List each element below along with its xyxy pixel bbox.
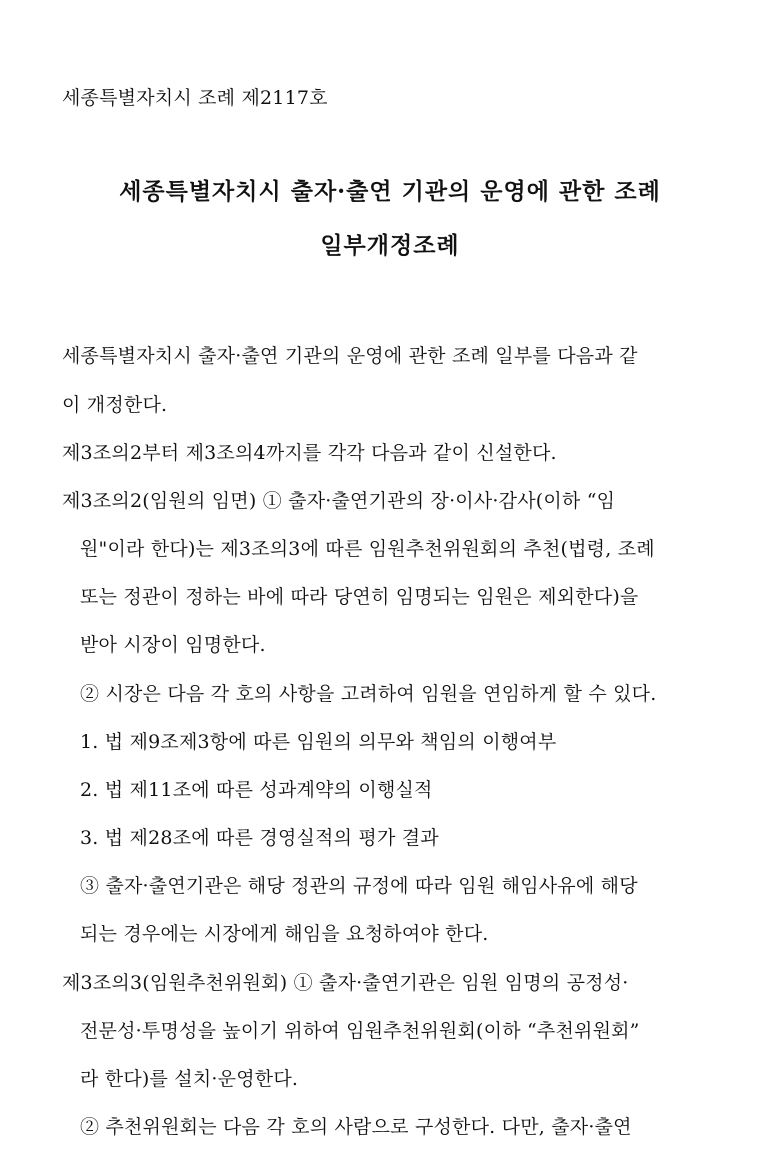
article-3-2-line-4: 받아 시장이 임명한다. xyxy=(80,634,266,656)
article-3-2-item-2: 2. 법 제11조에 따른 성과계약의 이행실적 xyxy=(80,779,433,801)
article-3-3-paragraph-2: ② 추천위원회는 다음 각 호의 사람으로 구성한다. 다만, 출자·출연 xyxy=(80,1116,632,1138)
article-3-3-line-1: 제3조의3(임원추천위원회) ① 출자·출연기관은 임원 임명의 공정성· xyxy=(62,972,629,994)
article-3-2-item-3: 3. 법 제28조에 따른 경영실적의 평가 결과 xyxy=(80,827,439,849)
document-title-line-2: 일부개정조례 xyxy=(320,232,460,259)
article-3-2-line-2: 원"이라 한다)는 제3조의3에 따른 임원추천위원회의 추천(법령, 조례 xyxy=(80,538,655,560)
article-3-3-line-3: 라 한다)를 설치·운영한다. xyxy=(80,1068,299,1090)
article-3-2-line-3: 또는 정관이 정하는 바에 따라 당연히 임명되는 임원은 제외한다)을 xyxy=(80,586,639,608)
intro-line-1: 세종특별자치시 출자·출연 기관의 운영에 관한 조례 일부를 다음과 같 xyxy=(62,345,638,367)
article-3-2-paragraph-3-line-2: 되는 경우에는 시장에게 해임을 요청하여야 한다. xyxy=(80,923,489,945)
article-3-2-item-1: 1. 법 제9조제3항에 따른 임원의 의무와 책임의 이행여부 xyxy=(80,731,557,753)
document-title-line-1: 세종특별자치시 출자·출연 기관의 운영에 관한 조례 xyxy=(119,178,661,205)
article-3-2-paragraph-2: ② 시장은 다음 각 호의 사항을 고려하여 임원을 연임하게 할 수 있다. xyxy=(80,683,657,705)
new-articles-statement: 제3조의2부터 제3조의4까지를 각각 다음과 같이 신설한다. xyxy=(62,442,557,464)
article-3-2-paragraph-3-line-1: ③ 출자·출연기관은 해당 정관의 규정에 따라 임원 해임사유에 해당 xyxy=(80,875,638,897)
intro-line-2: 이 개정한다. xyxy=(62,394,168,416)
article-3-2-line-1: 제3조의2(임원의 임면) ① 출자·출연기관의 장·이사·감사(이하 “임 xyxy=(62,490,616,512)
ordinance-number: 세종특별자치시 조례 제2117호 xyxy=(62,87,328,109)
article-3-3-line-2: 전문성·투명성을 높이기 위하여 임원추천위원회(이하 “추천위원회” xyxy=(80,1020,640,1042)
